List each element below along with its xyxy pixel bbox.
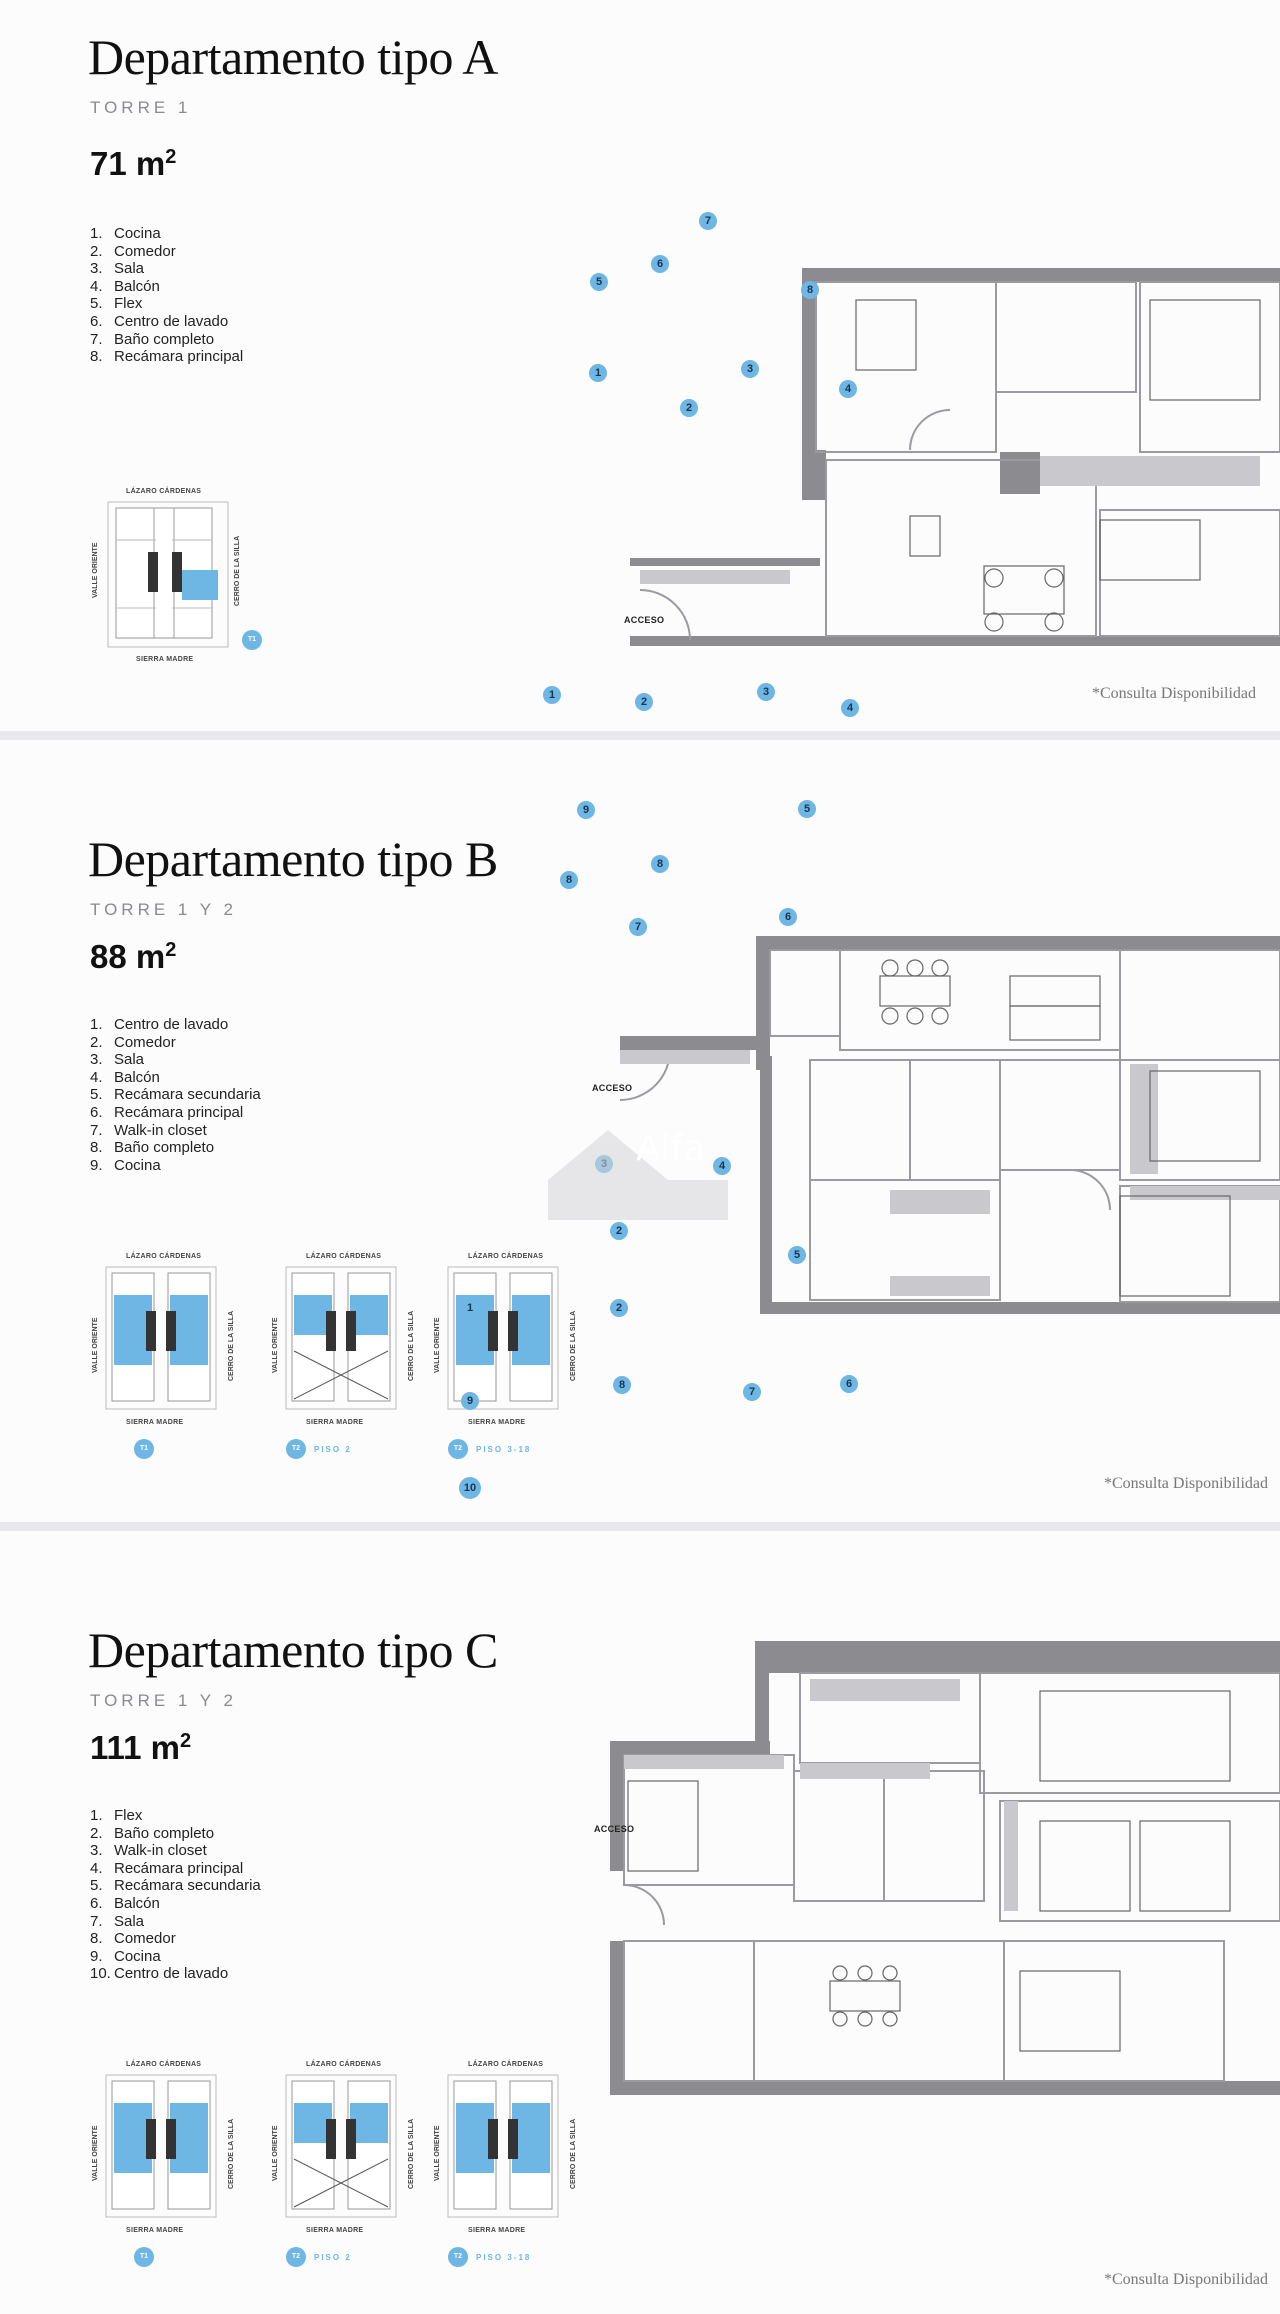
floor-plan xyxy=(620,260,1280,660)
tower-badge: T2 xyxy=(286,1439,306,1459)
location-keyplan xyxy=(432,1253,602,1454)
room-list xyxy=(90,225,243,366)
floor-label: PISO 3-18 xyxy=(476,2253,532,2262)
street-label-right: CERRO DE LA SILLA xyxy=(570,1310,577,1381)
unit-title: Departamento tipo B xyxy=(88,831,498,887)
unit-title: Departamento tipo A xyxy=(88,29,498,85)
tower-badge: T2 xyxy=(448,2247,468,2267)
street-label-left: VALLE ORIENTE xyxy=(92,2125,99,2181)
room-number-badge: 5 xyxy=(590,273,608,291)
street-label-bottom: SIERRA MADRE xyxy=(468,2227,526,2234)
room-item: 1. Flex xyxy=(90,1807,143,1824)
room-number-badge: 4 xyxy=(841,699,859,717)
room-item: 10. Centro de lavado xyxy=(90,1965,229,1983)
room-number-badge: 2 xyxy=(610,1222,628,1240)
room-number-badge: 8 xyxy=(801,281,819,299)
room-item: 1. Centro de lavado xyxy=(90,1016,229,1033)
availability-note: *Consulta Disponibilidad xyxy=(1104,1475,1268,1492)
street-label-top: LÁZARO CÁRDENAS xyxy=(468,1253,544,1260)
room-number-badge: 6 xyxy=(779,908,797,926)
watermark-text: Alfa xyxy=(636,1128,706,1169)
floor-plan xyxy=(600,1641,1280,2201)
floor-label: PISO 2 xyxy=(314,1445,352,1454)
access-label: ACCESO xyxy=(624,615,665,625)
unit-area: 71 $m^2$ xyxy=(90,145,177,182)
room-item: 2. Comedor xyxy=(90,1033,176,1051)
room-item: 4. Recámara principal xyxy=(90,1859,244,1877)
keyplan-diagram xyxy=(446,1265,566,1415)
location-keyplan xyxy=(270,1253,440,1454)
street-label-right: CERRO DE LA SILLA xyxy=(228,1310,235,1381)
room-number-badge: 8 xyxy=(651,855,669,873)
keyplan-diagram xyxy=(104,2073,224,2223)
tower-badge: T1 xyxy=(134,2247,154,2267)
room-number-badge: 5 xyxy=(798,800,816,818)
room-number-badge: 8 xyxy=(613,1376,631,1394)
room-number-badge: 2 xyxy=(635,693,653,711)
room-item: 5. Flex xyxy=(90,295,143,313)
unit-tower: TORRE 1 Y 2 xyxy=(90,900,237,919)
room-item: 7. Sala xyxy=(90,1912,145,1930)
availability-note: *Consulta Disponibilidad xyxy=(1104,2271,1268,2288)
street-label-left: VALLE ORIENTE xyxy=(92,542,99,598)
room-number-badge: 8 xyxy=(560,871,578,889)
location-keyplan xyxy=(270,2061,440,2262)
floor-label: PISO 3-18 xyxy=(476,1445,532,1454)
room-number-badge: 1 xyxy=(543,686,561,704)
room-item: 3. Walk-in closet xyxy=(90,1842,207,1860)
room-number-badge: 10 xyxy=(459,1477,481,1499)
tower-badge: T2 xyxy=(448,1439,468,1459)
room-item: 6. Balcón xyxy=(90,1894,160,1912)
street-label-right: CERRO DE LA SILLA xyxy=(408,1310,415,1381)
location-keyplan xyxy=(432,2061,602,2262)
keyplan-diagram xyxy=(446,2073,566,2223)
street-label-bottom: SIERRA MADRE xyxy=(126,1419,184,1426)
street-label-left: VALLE ORIENTE xyxy=(92,1317,99,1373)
street-label-top: LÁZARO CÁRDENAS xyxy=(306,1253,382,1260)
room-number-badge: 3 xyxy=(757,683,775,701)
room-number-badge: 5 xyxy=(788,1246,806,1264)
unit-area: 88 $m^2$ xyxy=(90,938,177,975)
room-number-badge: 1 xyxy=(589,364,607,382)
room-number-badge: 7 xyxy=(629,918,647,936)
street-label-left: VALLE ORIENTE xyxy=(434,2125,441,2181)
keyplan-diagram xyxy=(284,2073,404,2223)
street-label-top: LÁZARO CÁRDENAS xyxy=(126,2061,202,2068)
room-item: 8. Baño completo xyxy=(90,1139,215,1157)
access-label: ACCESO xyxy=(594,1824,635,1834)
room-item: 3. Sala xyxy=(90,260,145,278)
room-item: 8. Recámara principal xyxy=(90,348,244,366)
room-number-badge: 3 xyxy=(741,360,759,378)
room-item: 8. Comedor xyxy=(90,1930,176,1948)
room-number-badge: 6 xyxy=(651,255,669,273)
room-number-badge: 7 xyxy=(743,1383,761,1401)
room-number-badge: 2 xyxy=(610,1299,628,1317)
availability-note: *Consulta Disponibilidad xyxy=(1092,685,1256,702)
unit-tower: TORRE 1 Y 2 xyxy=(90,1691,237,1710)
room-number-badge: 4 xyxy=(839,380,857,398)
access-label: ACCESO xyxy=(592,1083,633,1093)
room-item: 2. Baño completo xyxy=(90,1824,215,1842)
room-item: 9. Cocina xyxy=(90,1156,161,1174)
room-number-badge: 9 xyxy=(577,801,595,819)
street-label-top: LÁZARO CÁRDENAS xyxy=(306,2061,382,2068)
unit-area: 111 $m^2$ xyxy=(90,1729,192,1766)
room-list xyxy=(90,1016,261,1174)
room-number-badge: 1 xyxy=(461,1299,479,1317)
street-label-left: VALLE ORIENTE xyxy=(434,1317,441,1373)
room-item: 1. Cocina xyxy=(90,225,161,242)
street-label-top: LÁZARO CÁRDENAS xyxy=(468,2061,544,2068)
unit-panel-a xyxy=(0,0,1280,731)
keyplan-diagram xyxy=(284,1265,404,1415)
street-label-bottom: SIERRA MADRE xyxy=(136,656,194,663)
street-label-right: CERRO DE LA SILLA xyxy=(234,535,241,606)
street-label-left: VALLE ORIENTE xyxy=(272,1317,279,1373)
location-keyplan xyxy=(90,1253,260,1452)
street-label-right: CERRO DE LA SILLA xyxy=(570,2118,577,2189)
room-item: 6. Recámara principal xyxy=(90,1103,244,1121)
room-number-badge: 4 xyxy=(713,1157,731,1175)
tower-badge: T2 xyxy=(286,2247,306,2267)
unit-title: Departamento tipo C xyxy=(88,1622,498,1678)
room-item: 3. Sala xyxy=(90,1051,145,1069)
street-label-bottom: SIERRA MADRE xyxy=(126,2227,184,2234)
street-label-right: CERRO DE LA SILLA xyxy=(228,2118,235,2189)
street-label-right: CERRO DE LA SILLA xyxy=(408,2118,415,2189)
tower-badge: T1 xyxy=(134,1439,154,1459)
room-item: 7. Baño completo xyxy=(90,330,215,348)
street-label-top: LÁZARO CÁRDENAS xyxy=(126,488,202,495)
room-number-badge: 6 xyxy=(840,1375,858,1393)
room-item: 7. Walk-in closet xyxy=(90,1121,207,1139)
unit-panel-c xyxy=(0,1160,1280,2314)
street-label-left: VALLE ORIENTE xyxy=(272,2125,279,2181)
location-keyplan xyxy=(90,488,270,668)
tower-badge: T1 xyxy=(242,630,262,650)
room-item: 2. Comedor xyxy=(90,242,176,260)
room-number-badge: 9 xyxy=(461,1392,479,1410)
room-item: 5. Recámara secundaria xyxy=(90,1086,261,1104)
room-item: 5. Recámara secundaria xyxy=(90,1877,261,1895)
room-item: 4. Balcón xyxy=(90,1068,160,1086)
street-label-bottom: SIERRA MADRE xyxy=(468,1419,526,1426)
room-item: 9. Cocina xyxy=(90,1947,161,1965)
room-number-badge: 2 xyxy=(680,399,698,417)
floor-label: PISO 2 xyxy=(314,2253,352,2262)
street-label-bottom: SIERRA MADRE xyxy=(306,1419,364,1426)
street-label-top: LÁZARO CÁRDENAS xyxy=(126,1253,202,1260)
room-item: 6. Centro de lavado xyxy=(90,312,229,330)
room-list xyxy=(90,1807,261,1983)
keyplan-diagram xyxy=(104,1265,224,1415)
room-number-badge: 7 xyxy=(699,212,717,230)
keyplan-diagram xyxy=(106,500,246,650)
street-label-bottom: SIERRA MADRE xyxy=(306,2227,364,2234)
location-keyplan xyxy=(90,2061,260,2260)
unit-tower: TORRE 1 xyxy=(90,98,192,117)
room-item: 4. Balcón xyxy=(90,277,160,295)
